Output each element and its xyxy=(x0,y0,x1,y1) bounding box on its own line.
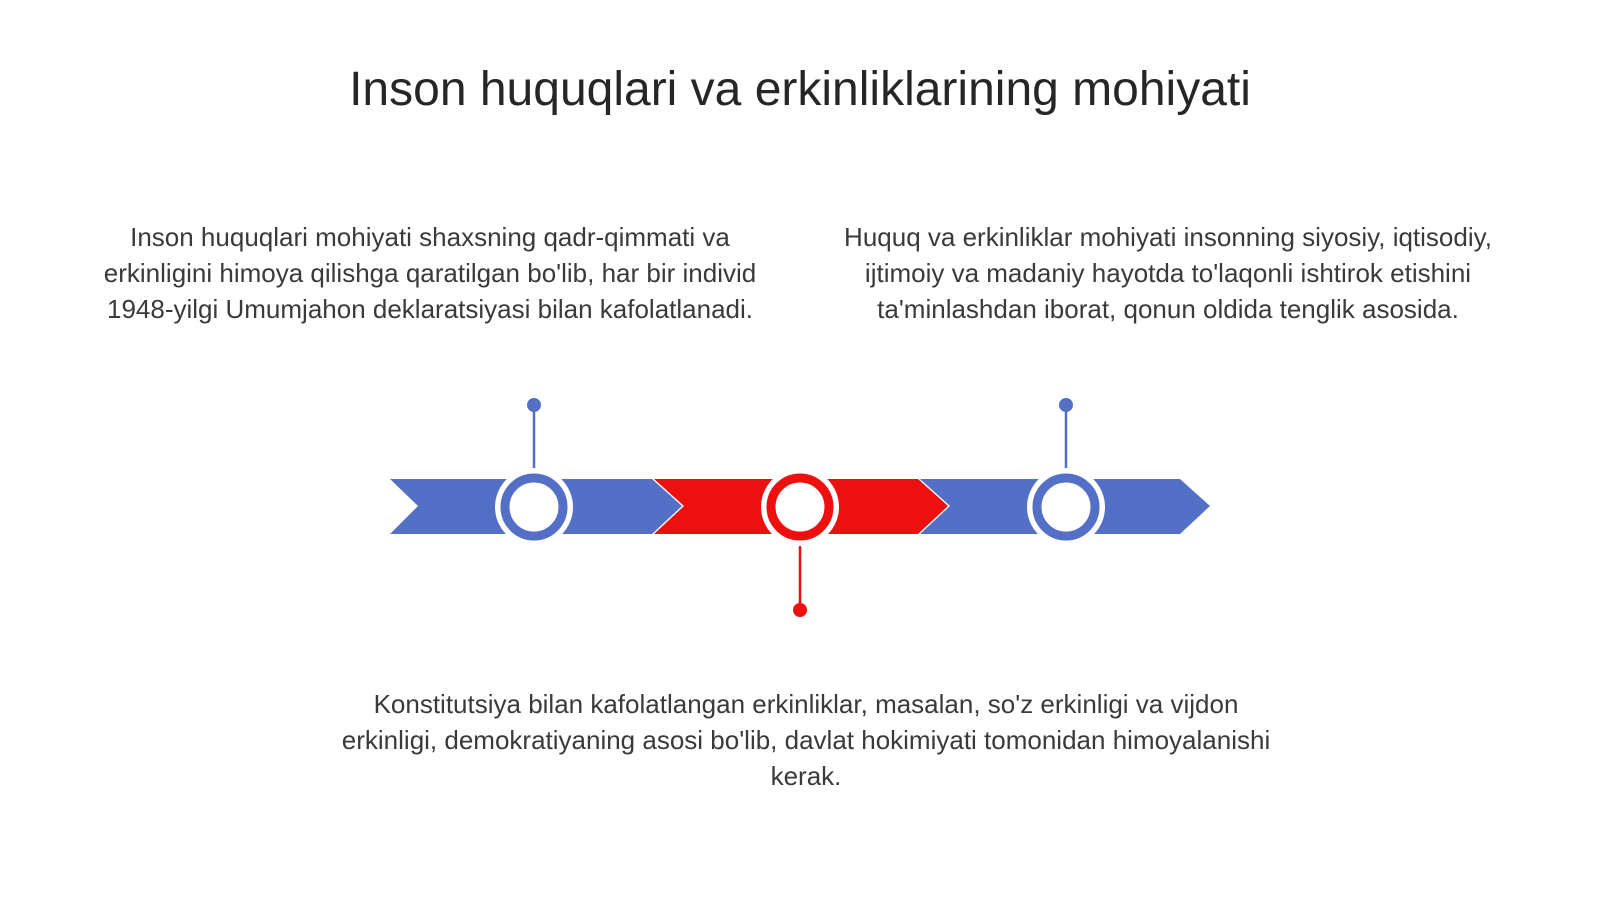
milestone-text-2: Konstitutsiya bilan kafolatlangan erkinliklar, masalan, so'z erkinligi va vijdon erkinligi, demokratiyaning asosi bo'lib, davlat hokimiyati tomonidan himoyalanishi kerak. xyxy=(341,689,1271,791)
milestone-ring-1 xyxy=(505,478,563,536)
milestone-ring-2 xyxy=(771,478,829,536)
milestone-text-3: Huquq va erkinliklar mohiyati insonning siyosiy, iqtisodiy, ijtimoiy va madaniy hayotda to'laqonli ishtirok etishini ta'minlashdan iborat, qonun oldida tenglik asosida. xyxy=(844,222,1492,324)
slide-title: Inson huquqlari va erkinliklarining mohiyati xyxy=(349,63,1251,116)
milestone-ring-3 xyxy=(1037,478,1095,536)
milestone-text-1: Inson huquqlari mohiyati shaxsning qadr-qimmati va erkinligini himoya qilishga qaratilgan bo'lib, har bir individ 1948-yilgi Umumjahon deklaratsiyasi bilan kafolatlanadi. xyxy=(103,222,757,324)
milestone-dot-2 xyxy=(793,603,807,617)
milestone-dot-3 xyxy=(1059,398,1073,412)
milestone-dot-1 xyxy=(527,398,541,412)
